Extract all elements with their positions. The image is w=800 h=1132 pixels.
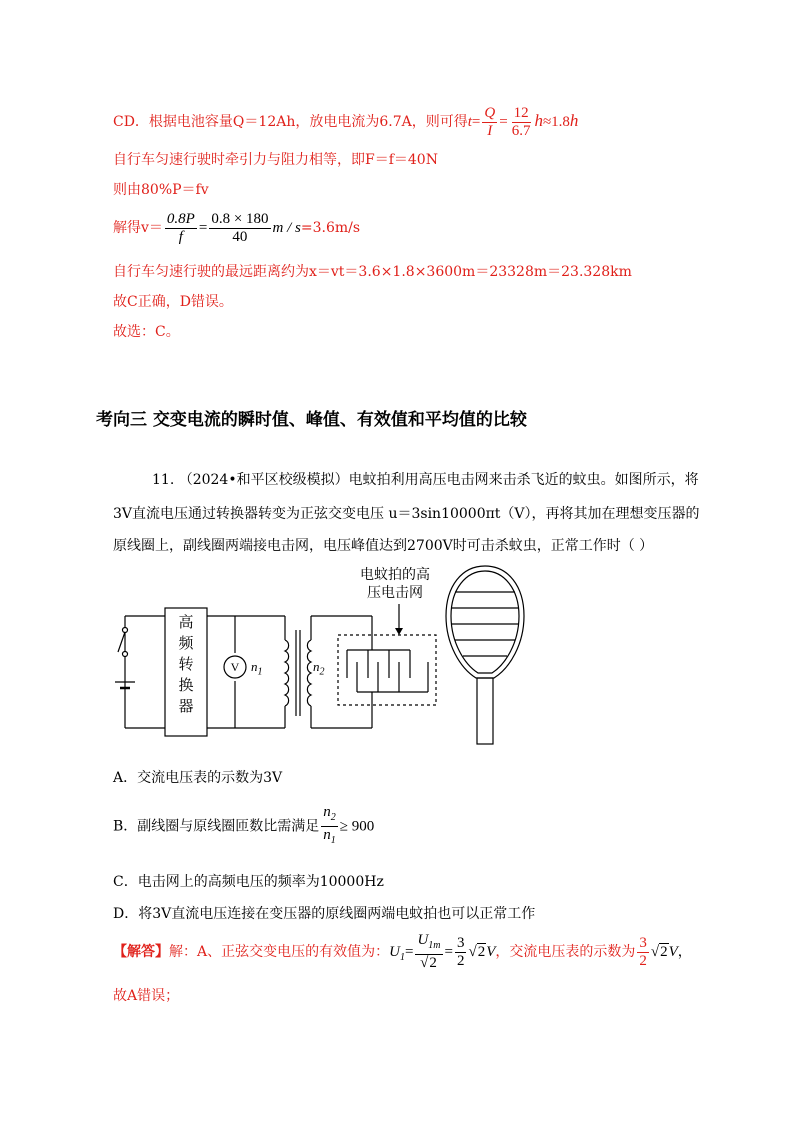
solution-line-6: 故C正确，D错误。 [113,294,233,310]
fraction-q-over-i: $\frac{Q}{I}$ [484,104,496,139]
figure-label-top: 电蚊拍的高 压电击网 [360,567,430,601]
answer-line-2: 故A错误； [113,988,180,1004]
question-line-1: 11. （2024•和平区校级模拟）电蚊拍利用高压电击网来击杀飞近的蚊虫。如图所示，将 [152,472,699,488]
solution-line-3: 则由80%P＝fv [113,182,209,198]
answer-tag: 【解答】 [113,944,169,960]
solution-line-2: 自行车匀速行驶时牵引力与阻力相等，即F＝f＝40N [113,152,438,168]
solution-cd-line: CD．根据电池容量Q＝12Ah，放电电流为6.7A，则可得t= $\frac{Q}{I}$ = $\frac{12}{6.7}$ h≈1.8h [113,104,579,139]
fraction-value: $\frac{0.8 \times 180}{40}$ [211,210,269,245]
option-d: D．将3V直流电压连接在变压器的原线圈两端电蚊拍也可以正常工作 [113,906,536,922]
question-line-3: 原线圈上，副线圈两端接电击网，电压峰值达到2700V时可击杀蚊虫，正常工作时（ ） [113,538,654,554]
section-heading: 考向三 交变电流的瞬时值、峰值、有效值和平均值的比较 [96,410,527,430]
n1-label: $n_1$ [251,659,263,678]
cd-t: t [467,114,472,130]
option-c: C．电击网上的高频电压的频率为10000Hz [113,874,384,890]
voltmeter-label: V [230,660,240,674]
solution-line-5: 自行车匀速行驶的最远距离约为x＝vt＝3.6×1.8×3600m＝23328m＝23.328km [113,264,632,280]
option-b: B．副线圈与原线圈匝数比需满足 $\frac{n_2}{n_1}$ ≥ 900 [113,804,374,844]
fraction-12-over-6-7: $\frac{12}{6.7}$ [511,104,531,139]
n2-label: $n_2$ [313,659,325,678]
answer-line-1: 【解答】解：A、正弦交变电压的有效值为：$U_1=$ $\frac{U_{1m}}{√2}$ = $\frac{3}{2}$ √2V，交流电压表的示数为 $\frac{3}{2}$ √2V， [113,932,692,971]
solution-line-7: 故选：C。 [113,324,180,340]
option-a: A．交流电压表的示数为3V [113,770,283,786]
question-line-2: 3V直流电压通过转换器转变为正弦交变电压 u＝3sin10000πt（V），再将其加在理想变压器的 [113,506,700,522]
solution-line-4: 解得v＝ $\frac{0.8P}{f}$ = $\frac{0.8 \times 180}{40}$ m / s=3.6m/s [113,210,361,245]
fraction-0-8p-over-f: $\frac{0.8P}{f}$ [166,210,195,245]
converter-label: 高 频 转 换 器 [178,613,194,715]
fraction-n2-over-n1: $\frac{n_2}{n_1}$ [323,804,336,846]
cd-text: CD．根据电池容量Q＝12Ah，放电电流为6.7A，则可得 [113,114,468,130]
